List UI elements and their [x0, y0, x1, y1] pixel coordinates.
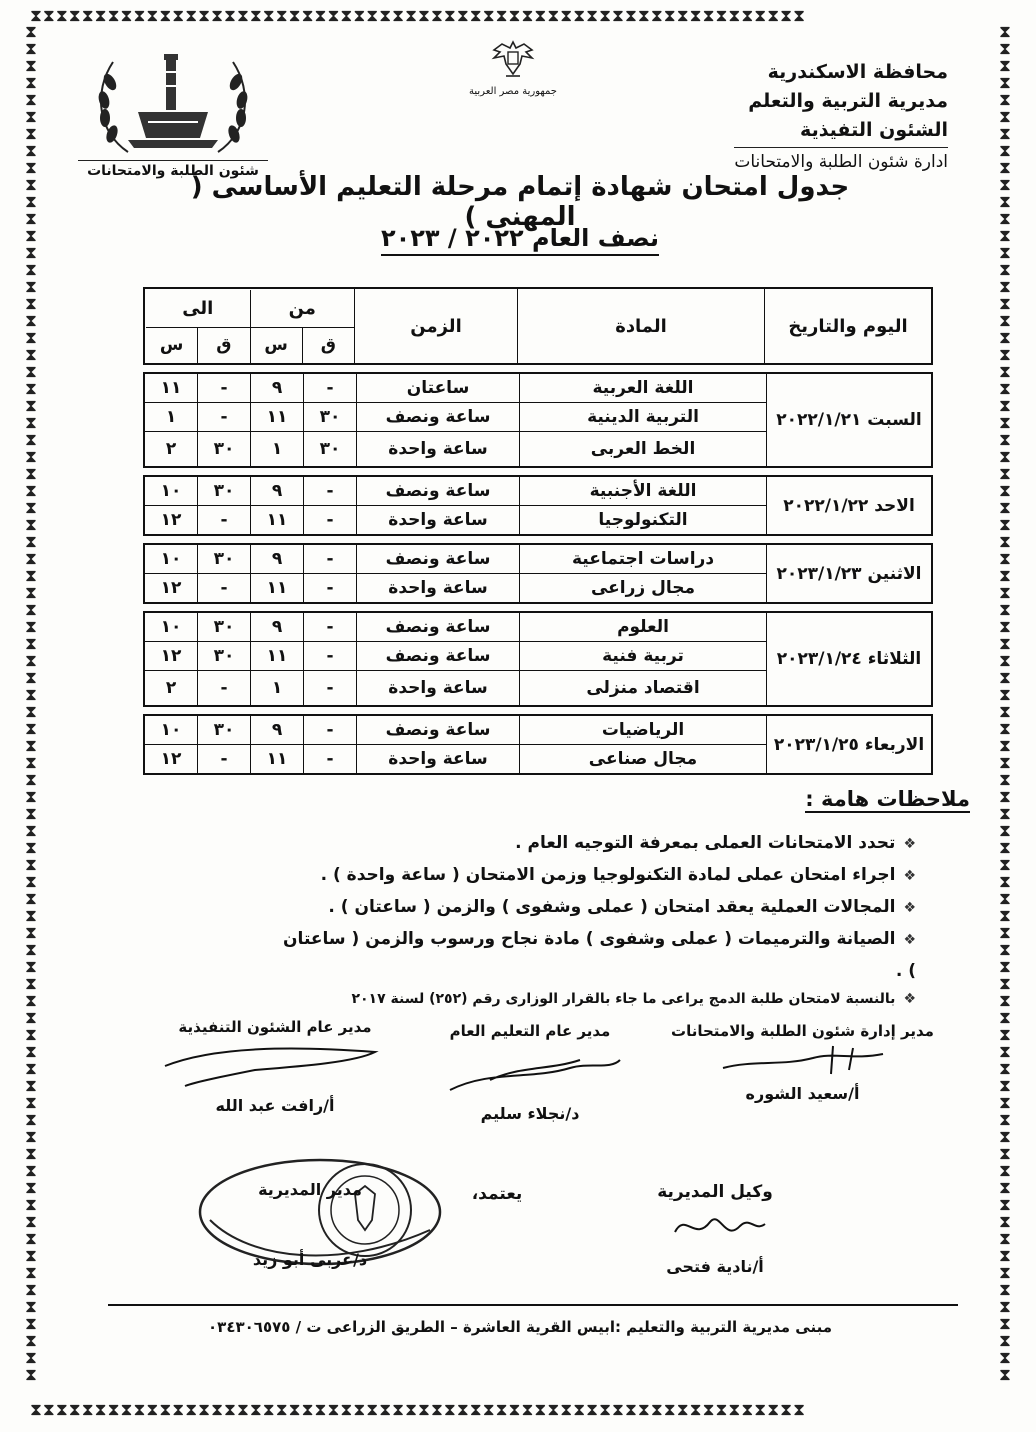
department-logo	[78, 42, 268, 179]
header-to: الى	[182, 297, 214, 319]
from-minutes-cell: -	[303, 506, 356, 534]
from-hour-cell: ١١	[250, 403, 303, 431]
header-from: من	[250, 290, 355, 327]
day-date-cell: الثلاثاء ٢٠٢٣/١/٢٤	[766, 613, 931, 705]
note-item: ❖الصيانة والترميمات ( عملى وشفوى ) مادة نجاح ورسوب والزمن ( ساعتان ) .	[283, 929, 916, 981]
day-group	[143, 372, 933, 468]
to-minutes-cell: ٣٠	[197, 613, 250, 641]
notes-heading: ملاحظات هامة :	[805, 787, 970, 811]
director-title: مدير المديرية	[258, 1180, 362, 1199]
approval-label: يعتمد،	[471, 1184, 523, 1204]
footer-divider	[108, 1304, 958, 1306]
from-minutes-cell: ٣٠	[303, 432, 356, 466]
bullet-icon: ❖	[903, 932, 916, 948]
footer-address: مبنى مديرية التربية والتعليم :ابيس القرية العاشرة – الطريق الزراعى ت / ٠٣٤٣٠٦٥٧٥	[208, 1318, 832, 1336]
day-group	[143, 475, 933, 536]
document-title: جدول امتحان شهادة إتمام مرحلة التعليم الأساسى ( المهنى )	[190, 172, 850, 232]
director-name: د/عربى أبو زيد	[252, 1250, 368, 1269]
from-hour-cell: ٩	[250, 374, 303, 402]
day-group	[143, 714, 933, 775]
handwritten-signature-icon	[713, 1040, 893, 1080]
signatory-name: د/نجلاء سليم	[480, 1104, 580, 1123]
to-hour-cell: ١	[165, 407, 177, 427]
from-hour-cell: ١	[250, 671, 303, 705]
to-minutes-cell: -	[197, 506, 250, 534]
from-hour-cell: ١١	[250, 642, 303, 670]
header-duration: الزمن	[354, 289, 517, 363]
deputy-title: وكيل المديرية	[657, 1182, 773, 1202]
header-to-q: ق	[197, 328, 249, 363]
from-minutes-cell: -	[303, 477, 356, 505]
from-minutes-cell: ٣٠	[303, 403, 356, 431]
header-authority-block	[734, 58, 948, 177]
exam-schedule-table	[143, 287, 933, 775]
to-hour-cell: ١٢	[160, 578, 182, 598]
bullet-icon: ❖	[903, 900, 916, 916]
decorative-border-right: ⧗⧗⧗⧗⧗⧗⧗⧗⧗⧗⧗⧗⧗⧗⧗⧗⧗⧗⧗⧗⧗⧗⧗⧗⧗⧗⧗⧗⧗⧗⧗⧗⧗⧗⧗⧗⧗⧗⧗⧗⧗⧗⧗⧗⧗⧗⧗⧗⧗⧗⧗⧗⧗⧗⧗⧗⧗⧗⧗⧗⧗⧗⧗⧗⧗⧗⧗⧗⧗⧗⧗⧗⧗⧗⧗⧗⧗⧗⧗⧗	[999, 24, 1011, 1385]
day-group	[143, 611, 933, 707]
department-name: ادارة شئون الطلبة والامتحانات	[734, 147, 948, 177]
subject-cell: مجال زراعى	[519, 574, 766, 602]
affairs-name: الشئون التفيذية	[800, 119, 948, 141]
to-hour-cell: ١٢	[160, 646, 182, 666]
to-minutes-cell: -	[197, 374, 250, 402]
from-minutes-cell: -	[303, 374, 356, 402]
to-minutes-cell: ٣٠	[197, 642, 250, 670]
to-minutes-cell: ٣٠	[197, 432, 250, 466]
from-minutes-cell: -	[303, 545, 356, 573]
decorative-border-left: ⧗⧗⧗⧗⧗⧗⧗⧗⧗⧗⧗⧗⧗⧗⧗⧗⧗⧗⧗⧗⧗⧗⧗⧗⧗⧗⧗⧗⧗⧗⧗⧗⧗⧗⧗⧗⧗⧗⧗⧗⧗⧗⧗⧗⧗⧗⧗⧗⧗⧗⧗⧗⧗⧗⧗⧗⧗⧗⧗⧗⧗⧗⧗⧗⧗⧗⧗⧗⧗⧗⧗⧗⧗⧗⧗⧗⧗⧗⧗⧗	[25, 24, 37, 1385]
directorate-name: مديرية التربية والتعلم	[748, 90, 948, 112]
table-row	[145, 506, 766, 534]
duration-cell: ساعة واحدة	[356, 574, 519, 602]
from-hour-cell: ٩	[250, 477, 303, 505]
table-row	[145, 745, 766, 773]
day-date-cell: الاحد ٢٠٢٢/١/٢٢	[766, 477, 931, 534]
signatory-title: مدير عام الشئون التنفيذية	[178, 1018, 372, 1036]
table-row	[145, 403, 766, 432]
lighthouse-wreath-logo-icon	[88, 42, 258, 162]
duration-cell: ساعتان	[356, 374, 519, 402]
to-hour-cell: ٢	[165, 678, 177, 698]
duration-cell: ساعة ونصف	[356, 403, 519, 431]
table-row	[145, 374, 766, 403]
header-from-q: ق	[302, 328, 354, 363]
from-minutes-cell: -	[303, 574, 356, 602]
duration-cell: ساعة واحدة	[356, 671, 519, 705]
subject-cell: العلوم	[519, 613, 766, 641]
signature-block-executive-affairs	[150, 1018, 400, 1115]
to-minutes-cell: ٣٠	[197, 545, 250, 573]
to-hour-cell: ١١	[160, 378, 182, 398]
duration-cell: ساعة ونصف	[356, 716, 519, 744]
note-item: ❖المجالات العملية يعقد امتحان ( عملى وشفوى ) والزمن ( ساعتان ) .	[328, 897, 916, 917]
table-row	[145, 613, 766, 642]
subject-cell: اللغة العربية	[519, 374, 766, 402]
subject-cell: اقتصاد منزلى	[519, 671, 766, 705]
table-row	[145, 671, 766, 705]
duration-cell: ساعة ونصف	[356, 477, 519, 505]
duration-cell: ساعة واحدة	[356, 506, 519, 534]
from-hour-cell: ٩	[250, 613, 303, 641]
day-date-cell: الاثنين ٢٠٢٣/١/٢٣	[766, 545, 931, 602]
duration-cell: ساعة واحدة	[356, 432, 519, 466]
note-item: ❖بالنسبة لامتحان طلبة الدمج يراعى ما جاء بالقرار الوزارى رقم (٢٥٢) لسنة ٢٠١٧	[351, 991, 916, 1007]
to-hour-cell: ١٠	[160, 617, 182, 637]
subject-cell: الخط العربى	[519, 432, 766, 466]
signatory-name: أ/رافت عبد الله	[215, 1096, 335, 1115]
to-minutes-cell: -	[197, 403, 250, 431]
subject-cell: التربية الدينية	[519, 403, 766, 431]
signature-block-deputy	[630, 1182, 800, 1276]
header-to-s: س	[159, 335, 184, 355]
subject-cell: الرياضيات	[519, 716, 766, 744]
egypt-emblem	[458, 38, 568, 97]
to-minutes-cell: -	[197, 671, 250, 705]
bullet-icon: ❖	[903, 836, 916, 852]
to-hour-cell: ٢	[165, 439, 177, 459]
signatory-title: مدير إدارة شئون الطلبة والامتحانات	[671, 1022, 934, 1040]
to-hour-cell: ١٠	[160, 481, 182, 501]
from-hour-cell: ١١	[250, 574, 303, 602]
handwritten-signature-icon	[430, 1040, 630, 1100]
duration-cell: ساعة ونصف	[356, 545, 519, 573]
duration-cell: ساعة ونصف	[356, 613, 519, 641]
to-minutes-cell: -	[197, 574, 250, 602]
from-hour-cell: ٩	[250, 716, 303, 744]
to-hour-cell: ١٢	[160, 510, 182, 530]
signature-block-general-education	[425, 1022, 635, 1123]
subject-cell: مجال صناعى	[519, 745, 766, 773]
eagle-emblem-icon	[488, 38, 538, 80]
table-row	[145, 477, 766, 506]
decorative-border-bottom: ⧗⧗⧗⧗⧗⧗⧗⧗⧗⧗⧗⧗⧗⧗⧗⧗⧗⧗⧗⧗⧗⧗⧗⧗⧗⧗⧗⧗⧗⧗⧗⧗⧗⧗⧗⧗⧗⧗⧗⧗⧗⧗⧗⧗⧗⧗⧗⧗⧗⧗⧗⧗⧗⧗⧗⧗⧗⧗⧗⧗	[30, 1402, 807, 1420]
day-group	[143, 543, 933, 604]
subject-cell: تربية فنية	[519, 642, 766, 670]
from-minutes-cell: -	[303, 671, 356, 705]
to-minutes-cell: -	[197, 745, 250, 773]
bullet-icon: ❖	[903, 991, 916, 1007]
from-hour-cell: ١١	[250, 506, 303, 534]
subject-cell: التكنولوجيا	[519, 506, 766, 534]
from-minutes-cell: -	[303, 745, 356, 773]
deputy-name: أ/نادية فتحى	[666, 1257, 764, 1276]
handwritten-signature-icon	[155, 1036, 395, 1092]
note-item: ❖تحدد الامتحانات العملى بمعرفة التوجيه العام .	[515, 833, 916, 853]
note-item: ❖اجراء امتحان عملى لمادة التكنولوجيا وزمن الامتحان ( ساعة واحدة ) .	[320, 865, 916, 885]
governorate-name: محافظة الاسكندرية	[767, 61, 948, 83]
table-row	[145, 545, 766, 574]
to-minutes-cell: ٣٠	[197, 477, 250, 505]
subject-cell: اللغة الأجنبية	[519, 477, 766, 505]
emblem-caption: جمهورية مصر العربية	[469, 86, 557, 97]
logo-caption: شئون الطلبة والامتحانات	[78, 160, 268, 179]
table-row	[145, 642, 766, 671]
day-date-cell: الاربعاء ٢٠٢٣/١/٢٥	[766, 716, 931, 773]
to-hour-cell: ١٢	[160, 749, 182, 769]
document-subtitle: نصف العام ٢٠٢٢ / ٢٠٢٣	[380, 224, 660, 252]
header-time	[146, 289, 354, 363]
table-row	[145, 574, 766, 602]
from-minutes-cell: -	[303, 613, 356, 641]
from-hour-cell: ١	[250, 432, 303, 466]
day-date-cell: السبت ٢٠٢٢/١/٢١	[766, 374, 931, 466]
signature-block-students-affairs	[665, 1022, 940, 1103]
decorative-border-top: ⧗⧗⧗⧗⧗⧗⧗⧗⧗⧗⧗⧗⧗⧗⧗⧗⧗⧗⧗⧗⧗⧗⧗⧗⧗⧗⧗⧗⧗⧗⧗⧗⧗⧗⧗⧗⧗⧗⧗⧗⧗⧗⧗⧗⧗⧗⧗⧗⧗⧗⧗⧗⧗⧗⧗⧗⧗⧗⧗⧗	[30, 8, 807, 26]
table-row	[145, 716, 766, 745]
duration-cell: ساعة ونصف	[356, 642, 519, 670]
from-minutes-cell: -	[303, 642, 356, 670]
table-header	[143, 287, 933, 365]
handwritten-signature-icon	[655, 1202, 775, 1252]
to-hour-cell: ١٠	[160, 720, 182, 740]
header-day-date: اليوم والتاريخ	[764, 289, 931, 363]
bullet-icon: ❖	[903, 868, 916, 884]
signatory-name: أ/سعيد الشوره	[745, 1084, 860, 1103]
notes-list	[276, 828, 916, 1011]
to-minutes-cell: ٣٠	[197, 716, 250, 744]
table-row	[145, 432, 766, 466]
to-hour-cell: ١٠	[160, 549, 182, 569]
from-minutes-cell: -	[303, 716, 356, 744]
signatory-title: مدير عام التعليم العام	[449, 1022, 611, 1040]
header-subject: المادة	[517, 289, 764, 363]
subject-cell: دراسات اجتماعية	[519, 545, 766, 573]
duration-cell: ساعة واحدة	[356, 745, 519, 773]
from-hour-cell: ١١	[250, 745, 303, 773]
header-from-s: س	[250, 328, 302, 363]
from-hour-cell: ٩	[250, 545, 303, 573]
